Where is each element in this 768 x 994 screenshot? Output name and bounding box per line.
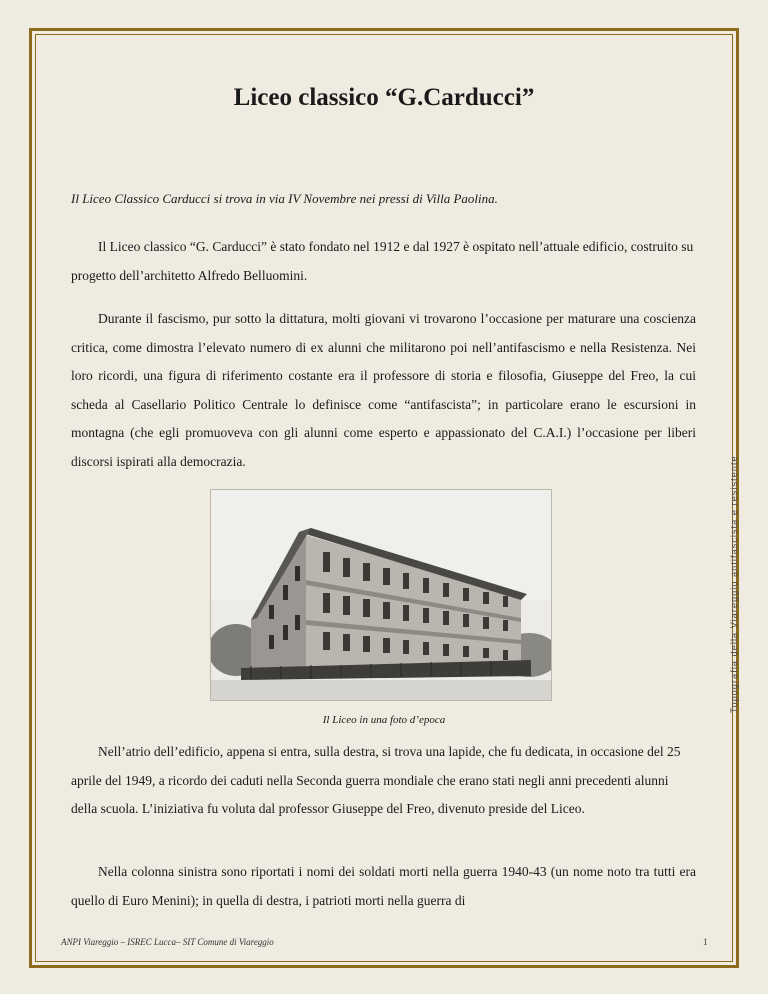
paragraph-fascism: Durante il fascismo, pur sotto la dittatura, molti giovani vi trovarono l’occasione per maturare una coscienza critica, come dimostra l’elevato numero di ex alunni che militarono poi nell’antifascismo e nella Resistenza. Nei loro ricordi, una figura di riferimento costante era il professore di storia e filosofia, Giuseppe del Freo, la cui scheda al Casellario Politico Centrale lo definisce come “antifascista”; in particolare erano le escursioni in montagna (che egli promuoveva con gli alunni come esperto e appassionato del C.A.I.) l’occasione per liberi discorsi ispirati alla democrazia.	[71, 311, 696, 469]
side-vertical-text: Topografia della Viareggio antifascista e resistente	[729, 455, 739, 713]
page-title: Liceo classico “G.Carducci”	[233, 84, 535, 111]
footer-credits: ANPI Viareggio – ISREC Lucca– SIT Comune di Viareggio	[61, 937, 274, 947]
paragraph-columns: Nella colonna sinistra sono riportati i nomi dei soldati morti nella guerra 1940-43 (un nome noto tra tutti era quello di Euro Menini); in quella di destra, i patrioti morti nella guerra di	[71, 864, 696, 908]
paragraph-plaque: Nell’atrio dell’edificio, appena si entra, sulla destra, si trova una lapide, che fu dedicata, in occasione del 25 aprile del 1949, a ricordo dei caduti nella Seconda guerra mondiale che erano stati negli anni precedenti alunni della scuola. L’iniziativa fu voluta dal professor Giuseppe del Freo, divenuto preside del Liceo.	[71, 744, 681, 816]
historic-school-photo	[210, 489, 552, 701]
paragraph-founding: Il Liceo classico “G. Carducci” è stato fondato nel 1912 e dal 1927 è ospitato nell’attuale edificio, costruito su progetto dell’architetto Alfredo Belluomini.	[71, 239, 694, 283]
intro-text: Il Liceo Classico Carducci si trova in via IV Novembre nei pressi di Villa Paolina.	[71, 191, 498, 206]
page-number: 1	[703, 937, 708, 947]
photo-caption: Il Liceo in una foto d’epoca	[322, 714, 446, 726]
